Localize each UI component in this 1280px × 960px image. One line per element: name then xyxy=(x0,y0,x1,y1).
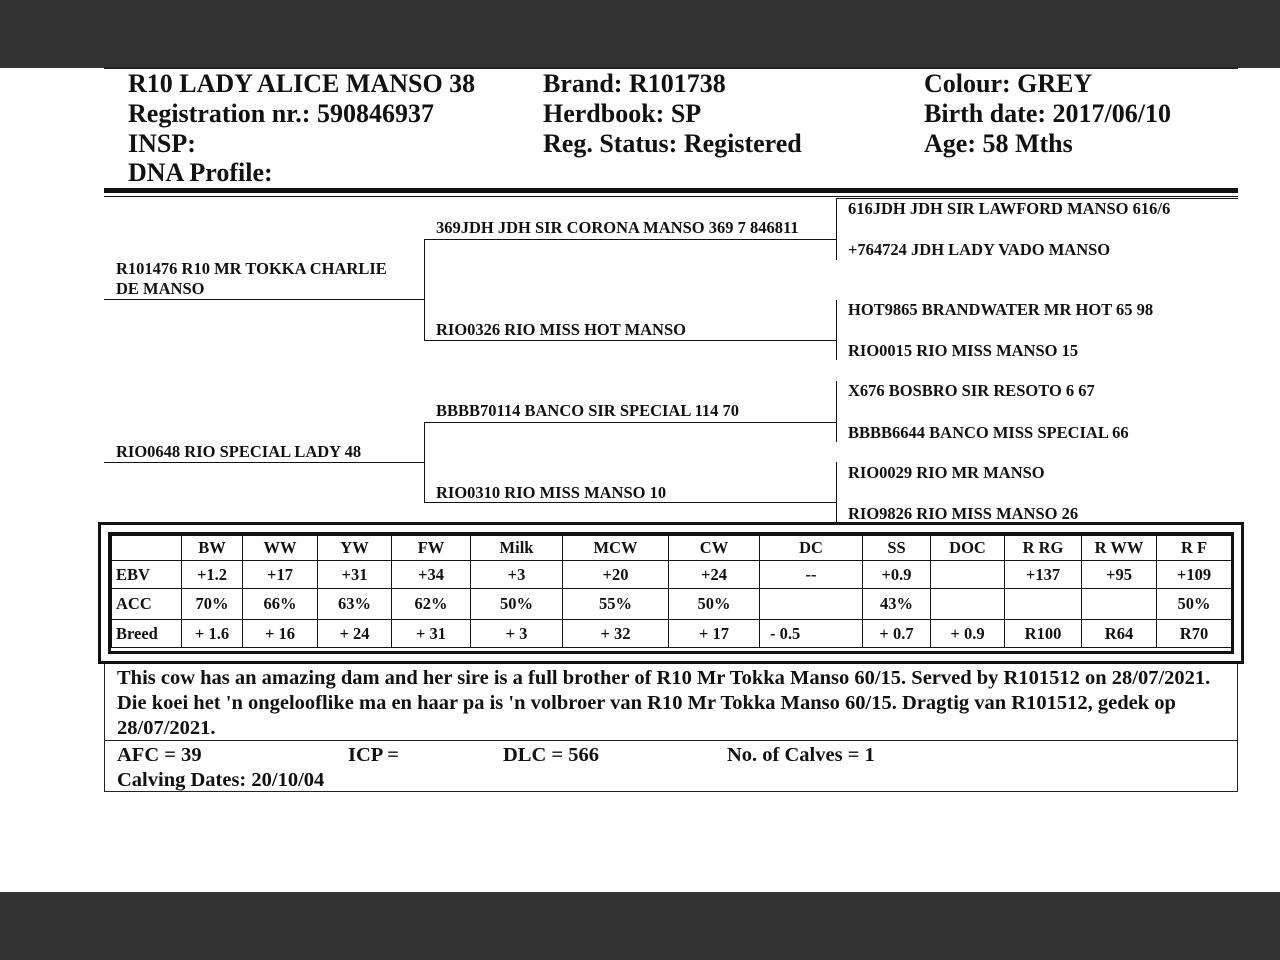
ebv-header-cell: BW xyxy=(182,536,243,561)
ebv-cell: 63% xyxy=(318,589,392,620)
dam-line xyxy=(104,462,424,463)
ebv-row-label: Breed xyxy=(112,620,182,648)
sire-dam-line xyxy=(424,340,836,341)
ebv-row-label: EBV xyxy=(112,561,182,589)
sire-bracket xyxy=(424,239,425,341)
gg-bracket-3 xyxy=(836,381,837,442)
ebv-header-cell: R WW xyxy=(1082,536,1157,561)
ebv-cell: +34 xyxy=(392,561,471,589)
gg-bracket-4 xyxy=(836,462,837,522)
herdbook: Herdbook: SP xyxy=(543,99,702,128)
calving-dates: Calving Dates: 20/10/04 xyxy=(117,769,325,791)
ebv-cell xyxy=(931,589,1005,620)
gg-name: 616JDH JDH SIR LAWFORD MANSO 616/6 xyxy=(848,199,1171,218)
sire-name-line2: DE MANSO xyxy=(116,279,205,298)
registration-status: Reg. Status: Registered xyxy=(543,129,802,158)
animal-name: R10 LADY ALICE MANSO 38 xyxy=(128,69,476,98)
ebv-header-cell: FW xyxy=(392,536,471,561)
gg-name: HOT9865 BRANDWATER MR HOT 65 98 xyxy=(848,300,1154,319)
header-divider-thin xyxy=(104,196,1238,197)
ebv-cell: +20 xyxy=(563,561,669,589)
brand: Brand: R101738 xyxy=(543,69,726,98)
comment-text: This cow has an amazing dam and her sire is a full brother of R10 Mr Tokka Manso 60/15. Served by R101512 on 28/07/2021. Die koei het 'n ongelooflike ma en haar pa is 'n volbroer van R10 Mr Tokka Manso 60/15. Dragtig van R101512, gedek op 28/07/2021. xyxy=(117,667,1211,739)
ebv-cell: - 0.5 xyxy=(760,620,863,648)
colour: Colour: GREY xyxy=(924,69,1093,98)
ebv-cell: + 24 xyxy=(318,620,392,648)
ebv-cell: 50% xyxy=(471,589,563,620)
ebv-cell xyxy=(760,589,863,620)
ebv-cell: +31 xyxy=(318,561,392,589)
ebv-cell: +3 xyxy=(471,561,563,589)
gg-bracket-1 xyxy=(836,198,837,260)
ebv-header-cell: R F xyxy=(1157,536,1232,561)
birth-date: Birth date: 2017/06/10 xyxy=(924,99,1171,128)
ebv-cell: 62% xyxy=(392,589,471,620)
ebv-header-cell xyxy=(112,536,182,561)
ebv-cell xyxy=(1005,589,1082,620)
ebv-cell: R64 xyxy=(1082,620,1157,648)
ebv-cell: -- xyxy=(760,561,863,589)
registration-number: Registration nr.: 590846937 xyxy=(128,99,434,128)
ebv-cell: +0.9 xyxy=(863,561,931,589)
ebv-cell: 70% xyxy=(182,589,243,620)
calves-count: No. of Calves = 1 xyxy=(727,744,875,766)
dam-sire-name: BBBB70114 BANCO SIR SPECIAL 114 70 xyxy=(436,401,740,420)
ebv-header-cell: WW xyxy=(243,536,318,561)
ebv-cell: 43% xyxy=(863,589,931,620)
ebv-row-label: ACC xyxy=(112,589,182,620)
dam-dam-line xyxy=(424,502,836,503)
ebv-header-cell: DC xyxy=(760,536,863,561)
ebv-cell: + 16 xyxy=(243,620,318,648)
ebv-cell: + 31 xyxy=(392,620,471,648)
sire-line xyxy=(104,299,424,300)
ebv-cell: 55% xyxy=(563,589,669,620)
ebv-header-cell: Milk xyxy=(471,536,563,561)
ebv-cell: + 0.7 xyxy=(863,620,931,648)
ebv-cell: + 3 xyxy=(471,620,563,648)
ebv-header-cell: CW xyxy=(669,536,760,561)
gg-bracket-2 xyxy=(836,300,837,360)
sire-sire-name: 369JDH JDH SIR CORONA MANSO 369 7 846811 xyxy=(436,218,799,237)
insp-label: INSP: xyxy=(128,129,196,158)
gg-name: RIO0029 RIO MR MANSO xyxy=(848,463,1045,482)
ebv-header-cell: DOC xyxy=(931,536,1005,561)
ebv-cell: 50% xyxy=(1157,589,1232,620)
sire-dam-name: RIO0326 RIO MISS HOT MANSO xyxy=(436,320,686,339)
gg-name: RIO9826 RIO MISS MANSO 26 xyxy=(848,504,1079,523)
sire-name-line1: R101476 R10 MR TOKKA CHARLIE xyxy=(116,259,387,278)
ebv-cell: + 1.6 xyxy=(182,620,243,648)
gg-name: X676 BOSBRO SIR RESOTO 6 67 xyxy=(848,381,1095,400)
bottom-dark-band xyxy=(0,892,1280,960)
icp-value: ICP = xyxy=(348,744,399,766)
ebv-header-cell: YW xyxy=(318,536,392,561)
ebv-cell: +1.2 xyxy=(182,561,243,589)
ebv-cell xyxy=(1082,589,1157,620)
ebv-row xyxy=(112,561,1232,589)
ebv-cell: + 0.9 xyxy=(931,620,1005,648)
age: Age: 58 Mths xyxy=(924,129,1073,158)
ebv-cell: R100 xyxy=(1005,620,1082,648)
ebv-header-cell: SS xyxy=(863,536,931,561)
ebv-cell: +137 xyxy=(1005,561,1082,589)
ebv-cell: +109 xyxy=(1157,561,1232,589)
ebv-cell: 50% xyxy=(669,589,760,620)
dam-name: RIO0648 RIO SPECIAL LADY 48 xyxy=(116,442,362,461)
ebv-cell: +24 xyxy=(669,561,760,589)
dam-bracket xyxy=(424,422,425,503)
gg-name: RIO0015 RIO MISS MANSO 15 xyxy=(848,341,1079,360)
ebv-cell: 66% xyxy=(243,589,318,620)
dna-profile-label: DNA Profile: xyxy=(128,158,273,187)
ebv-cell: + 32 xyxy=(563,620,669,648)
ebv-cell: +17 xyxy=(243,561,318,589)
header-divider-thick xyxy=(104,188,1238,193)
ebv-cell xyxy=(931,561,1005,589)
sire-sire-line xyxy=(424,239,836,240)
afc-value: AFC = 39 xyxy=(117,744,202,766)
dam-dam-name: RIO0310 RIO MISS MANSO 10 xyxy=(436,483,667,502)
breed-row xyxy=(112,620,1232,648)
ebv-cell: +95 xyxy=(1082,561,1157,589)
ebv-header-cell: MCW xyxy=(563,536,669,561)
dam-sire-line xyxy=(424,422,836,423)
ebv-header-cell: R RG xyxy=(1005,536,1082,561)
ebv-cell: + 17 xyxy=(669,620,760,648)
ebv-cell: R70 xyxy=(1157,620,1232,648)
notes-divider xyxy=(104,740,1238,741)
dlc-value: DLC = 566 xyxy=(503,744,599,766)
ebv-table xyxy=(111,535,1232,648)
top-dark-band xyxy=(0,0,1280,68)
gg-name: BBBB6644 BANCO MISS SPECIAL 66 xyxy=(848,423,1129,442)
ebv-header-row xyxy=(112,536,1232,561)
acc-row xyxy=(112,589,1232,620)
gg-name: +764724 JDH LADY VADO MANSO xyxy=(848,240,1111,259)
